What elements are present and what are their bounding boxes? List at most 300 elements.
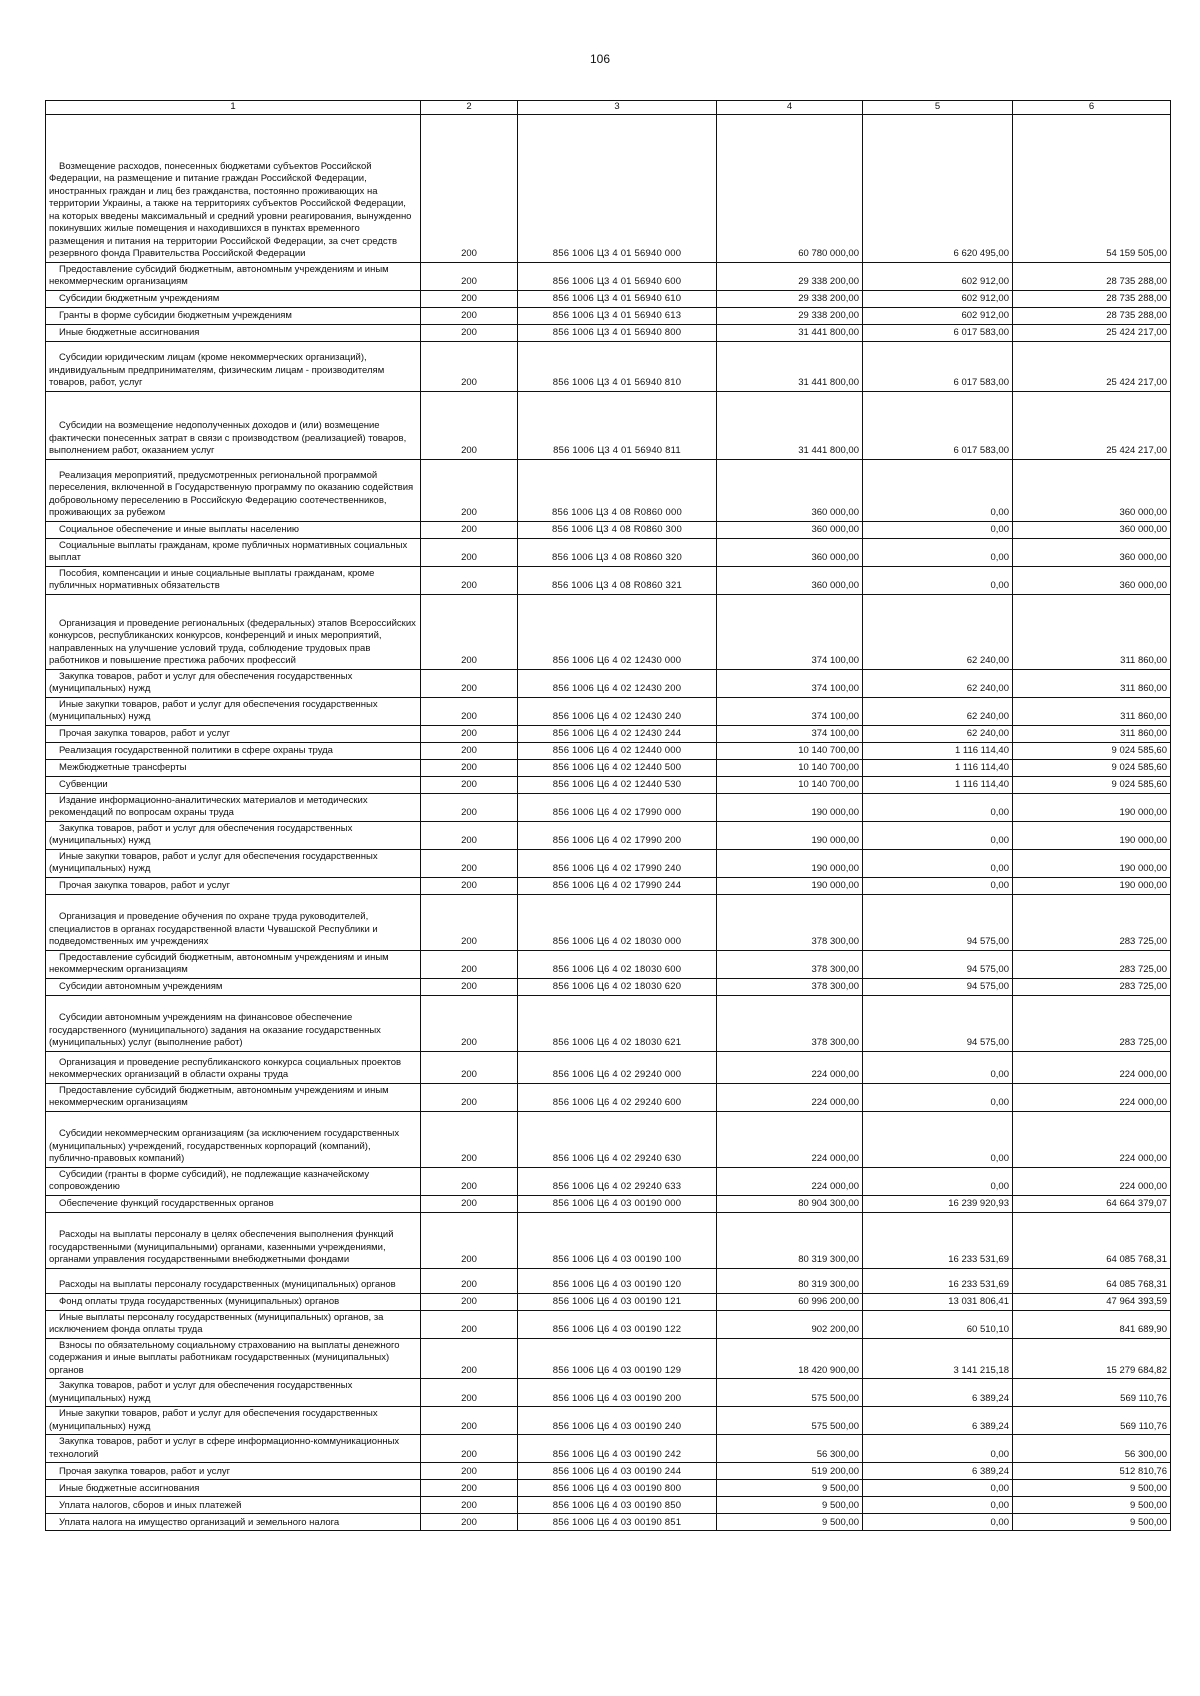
row-col2: 200 <box>421 391 518 459</box>
row-col4-amount: 374 100,00 <box>717 669 863 697</box>
row-col6-amount: 569 110,76 <box>1013 1379 1171 1407</box>
row-name-cell <box>46 950 421 978</box>
row-col6-amount: 28 735 288,00 <box>1013 290 1171 307</box>
row-name: Прочая закупка товаров, работ и услуг <box>59 880 231 891</box>
row-col5-amount: 0,00 <box>863 1514 1013 1531</box>
column-header: 6 <box>1013 101 1171 115</box>
row-budget-code: 856 1006 Ц6 4 03 00190 850 <box>518 1497 717 1514</box>
row-col6-amount: 64 085 768,31 <box>1013 1268 1171 1293</box>
row-name: Субсидии некоммерческим организациям (за исключением государственных (муниципальных) учреждений, государственных корпораций (компаний), публично-правовых компаний) <box>49 1128 400 1164</box>
row-col6-amount: 283 725,00 <box>1013 978 1171 995</box>
row-budget-code: 856 1006 Ц6 4 03 00190 200 <box>518 1379 717 1407</box>
row-col2: 200 <box>421 669 518 697</box>
row-col6-amount: 190 000,00 <box>1013 793 1171 821</box>
row-col6-amount: 9 500,00 <box>1013 1480 1171 1497</box>
row-col5-amount: 60 510,10 <box>863 1310 1013 1338</box>
row-col5-amount: 6 389,24 <box>863 1379 1013 1407</box>
row-name-cell <box>46 995 421 1051</box>
row-col4-amount: 9 500,00 <box>717 1497 863 1514</box>
row-budget-code: 856 1006 Ц3 4 01 56940 600 <box>518 262 717 290</box>
row-name: Социальные выплаты гражданам, кроме публичных нормативных социальных выплат <box>49 539 408 563</box>
row-name-cell <box>46 1212 421 1268</box>
row-col6-amount: 224 000,00 <box>1013 1167 1171 1195</box>
row-col4-amount: 29 338 200,00 <box>717 290 863 307</box>
row-col5-amount: 0,00 <box>863 566 1013 594</box>
row-col5-amount: 62 240,00 <box>863 669 1013 697</box>
row-budget-code: 856 1006 Ц3 4 08 R0860 000 <box>518 459 717 521</box>
row-name-cell <box>46 1293 421 1310</box>
row-col2: 200 <box>421 1338 518 1379</box>
row-col2: 200 <box>421 776 518 793</box>
row-budget-code: 856 1006 Ц6 4 03 00190 800 <box>518 1480 717 1497</box>
row-col5-amount: 1 116 114,40 <box>863 759 1013 776</box>
row-budget-code: 856 1006 Ц6 4 02 17990 244 <box>518 877 717 894</box>
row-budget-code: 856 1006 Ц6 4 03 00190 100 <box>518 1212 717 1268</box>
row-name-cell <box>46 978 421 995</box>
row-budget-code: 856 1006 Ц6 4 02 12430 240 <box>518 697 717 725</box>
column-header: 1 <box>46 101 421 115</box>
row-budget-code: 856 1006 Ц6 4 03 00190 851 <box>518 1514 717 1531</box>
row-col6-amount: 841 689,90 <box>1013 1310 1171 1338</box>
row-name: Закупка товаров, работ и услуг для обеспечения государственных (муниципальных) нужд <box>49 1380 353 1404</box>
row-col5-amount: 3 141 215,18 <box>863 1338 1013 1379</box>
row-name-cell <box>46 821 421 849</box>
row-col6-amount: 47 964 393,59 <box>1013 1293 1171 1310</box>
table-row <box>46 1480 1171 1497</box>
row-col2: 200 <box>421 290 518 307</box>
row-name-cell <box>46 391 421 459</box>
row-budget-code: 856 1006 Ц6 4 02 18030 620 <box>518 978 717 995</box>
row-name-cell <box>46 1310 421 1338</box>
row-budget-code: 856 1006 Ц6 4 02 12440 530 <box>518 776 717 793</box>
row-col4-amount: 378 300,00 <box>717 995 863 1051</box>
table-row <box>46 324 1171 341</box>
table-row <box>46 538 1171 566</box>
row-col4-amount: 80 319 300,00 <box>717 1212 863 1268</box>
table-row <box>46 725 1171 742</box>
row-col5-amount: 94 575,00 <box>863 995 1013 1051</box>
row-col6-amount: 311 860,00 <box>1013 669 1171 697</box>
row-col4-amount: 374 100,00 <box>717 594 863 669</box>
row-col6-amount: 25 424 217,00 <box>1013 324 1171 341</box>
row-col2: 200 <box>421 849 518 877</box>
row-name-cell <box>46 742 421 759</box>
row-budget-code: 856 1006 Ц6 4 03 00190 121 <box>518 1293 717 1310</box>
row-name-cell <box>46 459 421 521</box>
row-col4-amount: 190 000,00 <box>717 849 863 877</box>
row-col5-amount: 0,00 <box>863 1435 1013 1463</box>
row-col4-amount: 10 140 700,00 <box>717 759 863 776</box>
row-col6-amount: 283 725,00 <box>1013 995 1171 1051</box>
row-name: Расходы на выплаты персоналу в целях обеспечения выполнения функций государственными (муниципальными) органами, казенными учреждениями, органами управления государственными внебюджетными фондами <box>49 1229 394 1265</box>
row-col2: 200 <box>421 725 518 742</box>
row-budget-code: 856 1006 Ц6 4 03 00190 122 <box>518 1310 717 1338</box>
row-name: Предоставление субсидий бюджетным, автономным учреждениям и иным некоммерческим организациям <box>49 1084 389 1108</box>
row-name-cell <box>46 521 421 538</box>
page-number: 106 <box>589 52 611 66</box>
row-budget-code: 856 1006 Ц6 4 03 00190 244 <box>518 1463 717 1480</box>
row-col4-amount: 360 000,00 <box>717 538 863 566</box>
row-col5-amount: 94 575,00 <box>863 978 1013 995</box>
table-row <box>46 290 1171 307</box>
row-name: Социальное обеспечение и иные выплаты населению <box>59 524 300 535</box>
row-col2: 200 <box>421 1480 518 1497</box>
table-row <box>46 1111 1171 1167</box>
row-budget-code: 856 1006 Ц6 4 02 17990 200 <box>518 821 717 849</box>
row-col2: 200 <box>421 1293 518 1310</box>
row-col4-amount: 56 300,00 <box>717 1435 863 1463</box>
row-col5-amount: 602 912,00 <box>863 307 1013 324</box>
row-budget-code: 856 1006 Ц6 4 02 12440 500 <box>518 759 717 776</box>
row-col6-amount: 224 000,00 <box>1013 1111 1171 1167</box>
row-col2: 200 <box>421 114 518 262</box>
row-col2: 200 <box>421 307 518 324</box>
row-budget-code: 856 1006 Ц3 4 01 56940 610 <box>518 290 717 307</box>
row-col6-amount: 283 725,00 <box>1013 894 1171 950</box>
row-col2: 200 <box>421 1463 518 1480</box>
table-row <box>46 1212 1171 1268</box>
row-col6-amount: 311 860,00 <box>1013 594 1171 669</box>
row-col2: 200 <box>421 262 518 290</box>
row-col6-amount: 190 000,00 <box>1013 849 1171 877</box>
row-col4-amount: 60 780 000,00 <box>717 114 863 262</box>
row-col5-amount: 0,00 <box>863 1480 1013 1497</box>
row-name: Издание информационно-аналитических материалов и методических рекомендаций по вопросам охраны труда <box>49 794 368 818</box>
row-budget-code: 856 1006 Ц6 4 02 29240 000 <box>518 1051 717 1083</box>
row-name: Реализация государственной политики в сфере охраны труда <box>59 745 333 756</box>
row-col5-amount: 16 239 920,93 <box>863 1195 1013 1212</box>
row-budget-code: 856 1006 Ц6 4 02 18030 600 <box>518 950 717 978</box>
row-col5-amount: 6 017 583,00 <box>863 391 1013 459</box>
table-row <box>46 1379 1171 1407</box>
row-name-cell <box>46 776 421 793</box>
row-col5-amount: 0,00 <box>863 521 1013 538</box>
row-col5-amount: 0,00 <box>863 793 1013 821</box>
row-col6-amount: 9 500,00 <box>1013 1514 1171 1531</box>
row-col4-amount: 80 904 300,00 <box>717 1195 863 1212</box>
row-name-cell <box>46 669 421 697</box>
row-col2: 200 <box>421 742 518 759</box>
row-budget-code: 856 1006 Ц3 4 01 56940 800 <box>518 324 717 341</box>
row-col4-amount: 10 140 700,00 <box>717 742 863 759</box>
row-budget-code: 856 1006 Ц3 4 08 R0860 300 <box>518 521 717 538</box>
row-name: Межбюджетные трансферты <box>59 762 187 773</box>
row-budget-code: 856 1006 Ц3 4 01 56940 613 <box>518 307 717 324</box>
row-name-cell <box>46 894 421 950</box>
row-col2: 200 <box>421 1195 518 1212</box>
row-name: Предоставление субсидий бюджетным, автономным учреждениям и иным некоммерческим организациям <box>49 263 389 287</box>
row-name-cell <box>46 1407 421 1435</box>
row-name: Предоставление субсидий бюджетным, автономным учреждениям и иным некоммерческим организациям <box>49 951 389 975</box>
row-name-cell <box>46 1167 421 1195</box>
row-col2: 200 <box>421 1407 518 1435</box>
row-name: Субсидии на возмещение недополученных доходов и (или) возмещение фактически понесенных затрат в связи с производством (реализацией) товаров, выполнением работ, оказанием услуг <box>49 420 407 456</box>
row-name-cell <box>46 1338 421 1379</box>
row-name-cell <box>46 793 421 821</box>
row-col2: 200 <box>421 324 518 341</box>
row-col2: 200 <box>421 978 518 995</box>
row-name: Обеспечение функций государственных органов <box>59 1198 274 1209</box>
row-col4-amount: 80 319 300,00 <box>717 1268 863 1293</box>
row-col4-amount: 9 500,00 <box>717 1514 863 1531</box>
row-name: Субсидии (гранты в форме субсидий), не подлежащие казначейскому сопровождению <box>49 1168 370 1192</box>
row-name-cell <box>46 1435 421 1463</box>
table-row <box>46 669 1171 697</box>
row-col2: 200 <box>421 341 518 391</box>
row-col4-amount: 378 300,00 <box>717 894 863 950</box>
table-row <box>46 1407 1171 1435</box>
row-budget-code: 856 1006 Ц6 4 03 00190 242 <box>518 1435 717 1463</box>
row-col5-amount: 16 233 531,69 <box>863 1268 1013 1293</box>
row-name: Организация и проведение региональных (федеральных) этапов Всероссийских конкурсов, республиканских конкурсов, конференций и иных мероприятий, направленных на улучшение условий труда, соблюдение трудовых прав работников и повышение престижа рабочих профессий <box>49 617 416 666</box>
row-col6-amount: 512 810,76 <box>1013 1463 1171 1480</box>
row-col2: 200 <box>421 1111 518 1167</box>
row-name: Уплата налога на имущество организаций и земельного налога <box>59 1516 340 1528</box>
row-col4-amount: 360 000,00 <box>717 459 863 521</box>
row-col2: 200 <box>421 459 518 521</box>
table-row <box>46 1051 1171 1083</box>
row-col4-amount: 31 441 800,00 <box>717 341 863 391</box>
row-col6-amount: 311 860,00 <box>1013 697 1171 725</box>
table-row <box>46 894 1171 950</box>
row-col2: 200 <box>421 793 518 821</box>
row-col5-amount: 602 912,00 <box>863 290 1013 307</box>
row-col5-amount: 6 389,24 <box>863 1407 1013 1435</box>
row-name: Реализация мероприятий, предусмотренных региональной программой переселения, включенной в Государственную программу по оказанию содействия добровольному переселению в Российскую Федерацию соотечественников, проживающих за рубежом <box>49 469 414 518</box>
row-col5-amount: 62 240,00 <box>863 725 1013 742</box>
table-row <box>46 950 1171 978</box>
row-col6-amount: 54 159 505,00 <box>1013 114 1171 262</box>
row-col5-amount: 0,00 <box>863 877 1013 894</box>
table-row <box>46 1497 1171 1514</box>
row-col5-amount: 1 116 114,40 <box>863 776 1013 793</box>
row-col6-amount: 311 860,00 <box>1013 725 1171 742</box>
row-col5-amount: 94 575,00 <box>863 894 1013 950</box>
row-col6-amount: 25 424 217,00 <box>1013 341 1171 391</box>
row-col6-amount: 15 279 684,82 <box>1013 1338 1171 1379</box>
row-col4-amount: 60 996 200,00 <box>717 1293 863 1310</box>
row-name: Организация и проведение республиканского конкурса социальных проектов некоммерческих организаций в области охраны труда <box>49 1056 402 1080</box>
row-col6-amount: 569 110,76 <box>1013 1407 1171 1435</box>
table-row <box>46 1435 1171 1463</box>
row-col5-amount: 6 620 495,00 <box>863 114 1013 262</box>
row-col2: 200 <box>421 1435 518 1463</box>
row-budget-code: 856 1006 Ц6 4 02 18030 000 <box>518 894 717 950</box>
row-col5-amount: 602 912,00 <box>863 262 1013 290</box>
table-row <box>46 1310 1171 1338</box>
row-col4-amount: 224 000,00 <box>717 1111 863 1167</box>
row-name-cell <box>46 1514 421 1531</box>
row-name: Иные закупки товаров, работ и услуг для обеспечения государственных (муниципальных) нужд <box>49 850 378 874</box>
row-name: Закупка товаров, работ и услуг для обеспечения государственных (муниципальных) нужд <box>49 670 353 694</box>
table-row <box>46 877 1171 894</box>
row-col6-amount: 9 024 585,60 <box>1013 742 1171 759</box>
row-col4-amount: 360 000,00 <box>717 566 863 594</box>
row-name-cell <box>46 725 421 742</box>
row-name-cell <box>46 594 421 669</box>
row-name: Взносы по обязательному социальному страхованию на выплаты денежного содержания и иные выплаты работникам государственных (муниципальных) органов <box>49 1339 400 1376</box>
row-col2: 200 <box>421 1167 518 1195</box>
column-header: 3 <box>518 101 717 115</box>
row-col5-amount: 0,00 <box>863 1083 1013 1111</box>
row-col5-amount: 0,00 <box>863 459 1013 521</box>
row-budget-code: 856 1006 Ц6 4 02 12430 000 <box>518 594 717 669</box>
row-col4-amount: 10 140 700,00 <box>717 776 863 793</box>
row-col2: 200 <box>421 995 518 1051</box>
row-col4-amount: 224 000,00 <box>717 1167 863 1195</box>
row-budget-code: 856 1006 Ц6 4 02 18030 621 <box>518 995 717 1051</box>
row-name-cell <box>46 307 421 324</box>
table-row <box>46 1463 1171 1480</box>
table-row <box>46 1268 1171 1293</box>
table-row <box>46 1293 1171 1310</box>
row-col5-amount: 0,00 <box>863 1111 1013 1167</box>
row-budget-code: 856 1006 Ц6 4 02 17990 000 <box>518 793 717 821</box>
budget-execution-table <box>45 100 1171 1531</box>
row-col5-amount: 6 389,24 <box>863 1463 1013 1480</box>
row-col4-amount: 575 500,00 <box>717 1407 863 1435</box>
row-budget-code: 856 1006 Ц6 4 02 29240 600 <box>518 1083 717 1111</box>
table-row <box>46 594 1171 669</box>
row-name-cell <box>46 290 421 307</box>
row-name-cell <box>46 566 421 594</box>
row-col6-amount: 360 000,00 <box>1013 459 1171 521</box>
row-budget-code: 856 1006 Ц6 4 02 29240 633 <box>518 1167 717 1195</box>
row-budget-code: 856 1006 Ц3 4 01 56940 810 <box>518 341 717 391</box>
row-col2: 200 <box>421 1497 518 1514</box>
row-name: Субсидии автономным учреждениям на финансовое обеспечение государственного (муниципального) задания на оказание государственных (муниципальных) услуг (выполнение работ) <box>49 1012 381 1048</box>
row-col2: 200 <box>421 697 518 725</box>
row-col6-amount: 360 000,00 <box>1013 521 1171 538</box>
table-row <box>46 1083 1171 1111</box>
row-col4-amount: 190 000,00 <box>717 821 863 849</box>
row-name-cell <box>46 1480 421 1497</box>
table-row <box>46 114 1171 262</box>
row-col2: 200 <box>421 521 518 538</box>
column-header: 4 <box>717 101 863 115</box>
table-row <box>46 759 1171 776</box>
row-name-cell <box>46 1379 421 1407</box>
row-name-cell <box>46 759 421 776</box>
row-col2: 200 <box>421 894 518 950</box>
row-budget-code: 856 1006 Ц3 4 08 R0860 321 <box>518 566 717 594</box>
row-col5-amount: 62 240,00 <box>863 697 1013 725</box>
row-col4-amount: 29 338 200,00 <box>717 307 863 324</box>
row-name: Иные выплаты персоналу государственных (муниципальных) органов, за исключением фонда оплаты труда <box>49 1311 384 1335</box>
row-name: Пособия, компенсации и иные социальные выплаты гражданам, кроме публичных нормативных обязательств <box>49 567 375 591</box>
row-col4-amount: 519 200,00 <box>717 1463 863 1480</box>
row-name-cell <box>46 1268 421 1293</box>
row-col5-amount: 13 031 806,41 <box>863 1293 1013 1310</box>
row-col5-amount: 0,00 <box>863 1051 1013 1083</box>
row-col6-amount: 9 024 585,60 <box>1013 759 1171 776</box>
row-budget-code: 856 1006 Ц6 4 02 17990 240 <box>518 849 717 877</box>
row-budget-code: 856 1006 Ц6 4 03 00190 000 <box>518 1195 717 1212</box>
row-col6-amount: 28 735 288,00 <box>1013 307 1171 324</box>
row-col6-amount: 360 000,00 <box>1013 566 1171 594</box>
row-col5-amount: 62 240,00 <box>863 594 1013 669</box>
row-name: Закупка товаров, работ и услуг для обеспечения государственных (муниципальных) нужд <box>49 822 353 846</box>
row-name-cell <box>46 877 421 894</box>
row-col4-amount: 31 441 800,00 <box>717 324 863 341</box>
row-col6-amount: 224 000,00 <box>1013 1083 1171 1111</box>
row-name: Закупка товаров, работ и услуг в сфере информационно-коммуникационных технологий <box>49 1436 400 1460</box>
row-col2: 200 <box>421 950 518 978</box>
row-name-cell <box>46 849 421 877</box>
row-name: Субсидии автономным учреждениям <box>59 981 223 992</box>
row-col6-amount: 190 000,00 <box>1013 821 1171 849</box>
row-col4-amount: 575 500,00 <box>717 1379 863 1407</box>
row-name: Возмещение расходов, понесенных бюджетами субъектов Российской Федерации, на размещение и питание граждан Российской Федерации, иностранных граждан и лиц без гражданства, постоянно проживающих на территории Украины, а также на территориях субъектов Российской Федерации, на которых введены максимальный и средний уровни реагирования, вынужденно покинувших жилые помещения и находившихся в пунктах временного размещения и питания на территории Российской Федерации, за счет средств резервного фонда Правительства Российской Федерации <box>49 160 412 259</box>
row-col6-amount: 64 664 379,07 <box>1013 1195 1171 1212</box>
row-col6-amount: 9 500,00 <box>1013 1497 1171 1514</box>
table-row <box>46 1195 1171 1212</box>
row-name-cell <box>46 262 421 290</box>
row-col4-amount: 224 000,00 <box>717 1051 863 1083</box>
row-budget-code: 856 1006 Ц3 4 01 56940 811 <box>518 391 717 459</box>
row-name-cell <box>46 1111 421 1167</box>
row-name: Иные закупки товаров, работ и услуг для обеспечения государственных (муниципальных) нужд <box>49 698 378 722</box>
row-col4-amount: 29 338 200,00 <box>717 262 863 290</box>
row-col6-amount: 56 300,00 <box>1013 1435 1171 1463</box>
row-name: Гранты в форме субсидии бюджетным учреждениям <box>59 310 292 321</box>
row-name-cell <box>46 1083 421 1111</box>
table-row <box>46 459 1171 521</box>
row-name: Уплата налогов, сборов и иных платежей <box>59 1499 242 1511</box>
table-row <box>46 995 1171 1051</box>
row-budget-code: 856 1006 Ц6 4 02 12440 000 <box>518 742 717 759</box>
row-col5-amount: 0,00 <box>863 1497 1013 1514</box>
row-name-cell <box>46 114 421 262</box>
row-col2: 200 <box>421 1310 518 1338</box>
row-col2: 200 <box>421 566 518 594</box>
row-name-cell <box>46 697 421 725</box>
row-col6-amount: 25 424 217,00 <box>1013 391 1171 459</box>
row-budget-code: 856 1006 Ц6 4 03 00190 240 <box>518 1407 717 1435</box>
row-col4-amount: 374 100,00 <box>717 725 863 742</box>
table-row <box>46 307 1171 324</box>
row-col2: 200 <box>421 821 518 849</box>
table-row <box>46 1167 1171 1195</box>
row-name: Субсидии юридическим лицам (кроме некоммерческих организаций), индивидуальным предпринимателям, физическим лицам - производителям товаров, работ, услуг <box>49 352 385 388</box>
row-col5-amount: 94 575,00 <box>863 950 1013 978</box>
row-col5-amount: 16 233 531,69 <box>863 1212 1013 1268</box>
table-row <box>46 776 1171 793</box>
table-row <box>46 566 1171 594</box>
row-col4-amount: 902 200,00 <box>717 1310 863 1338</box>
row-budget-code: 856 1006 Ц3 4 01 56940 000 <box>518 114 717 262</box>
row-name: Прочая закупка товаров, работ и услуг <box>59 1465 231 1477</box>
row-col6-amount: 9 024 585,60 <box>1013 776 1171 793</box>
row-col2: 200 <box>421 1083 518 1111</box>
row-col4-amount: 224 000,00 <box>717 1083 863 1111</box>
table-row <box>46 1338 1171 1379</box>
row-name: Фонд оплаты труда государственных (муниципальных) органов <box>59 1296 340 1307</box>
row-col4-amount: 190 000,00 <box>717 877 863 894</box>
row-col2: 200 <box>421 1379 518 1407</box>
row-name: Иные бюджетные ассигнования <box>59 327 200 338</box>
table-row <box>46 1514 1171 1531</box>
row-col5-amount: 1 116 114,40 <box>863 742 1013 759</box>
row-col2: 200 <box>421 594 518 669</box>
row-name: Субвенции <box>59 779 108 790</box>
row-name-cell <box>46 1463 421 1480</box>
row-name-cell <box>46 1195 421 1212</box>
row-col5-amount: 6 017 583,00 <box>863 324 1013 341</box>
row-budget-code: 856 1006 Ц6 4 03 00190 120 <box>518 1268 717 1293</box>
table-row <box>46 262 1171 290</box>
column-number-row <box>46 101 1171 115</box>
